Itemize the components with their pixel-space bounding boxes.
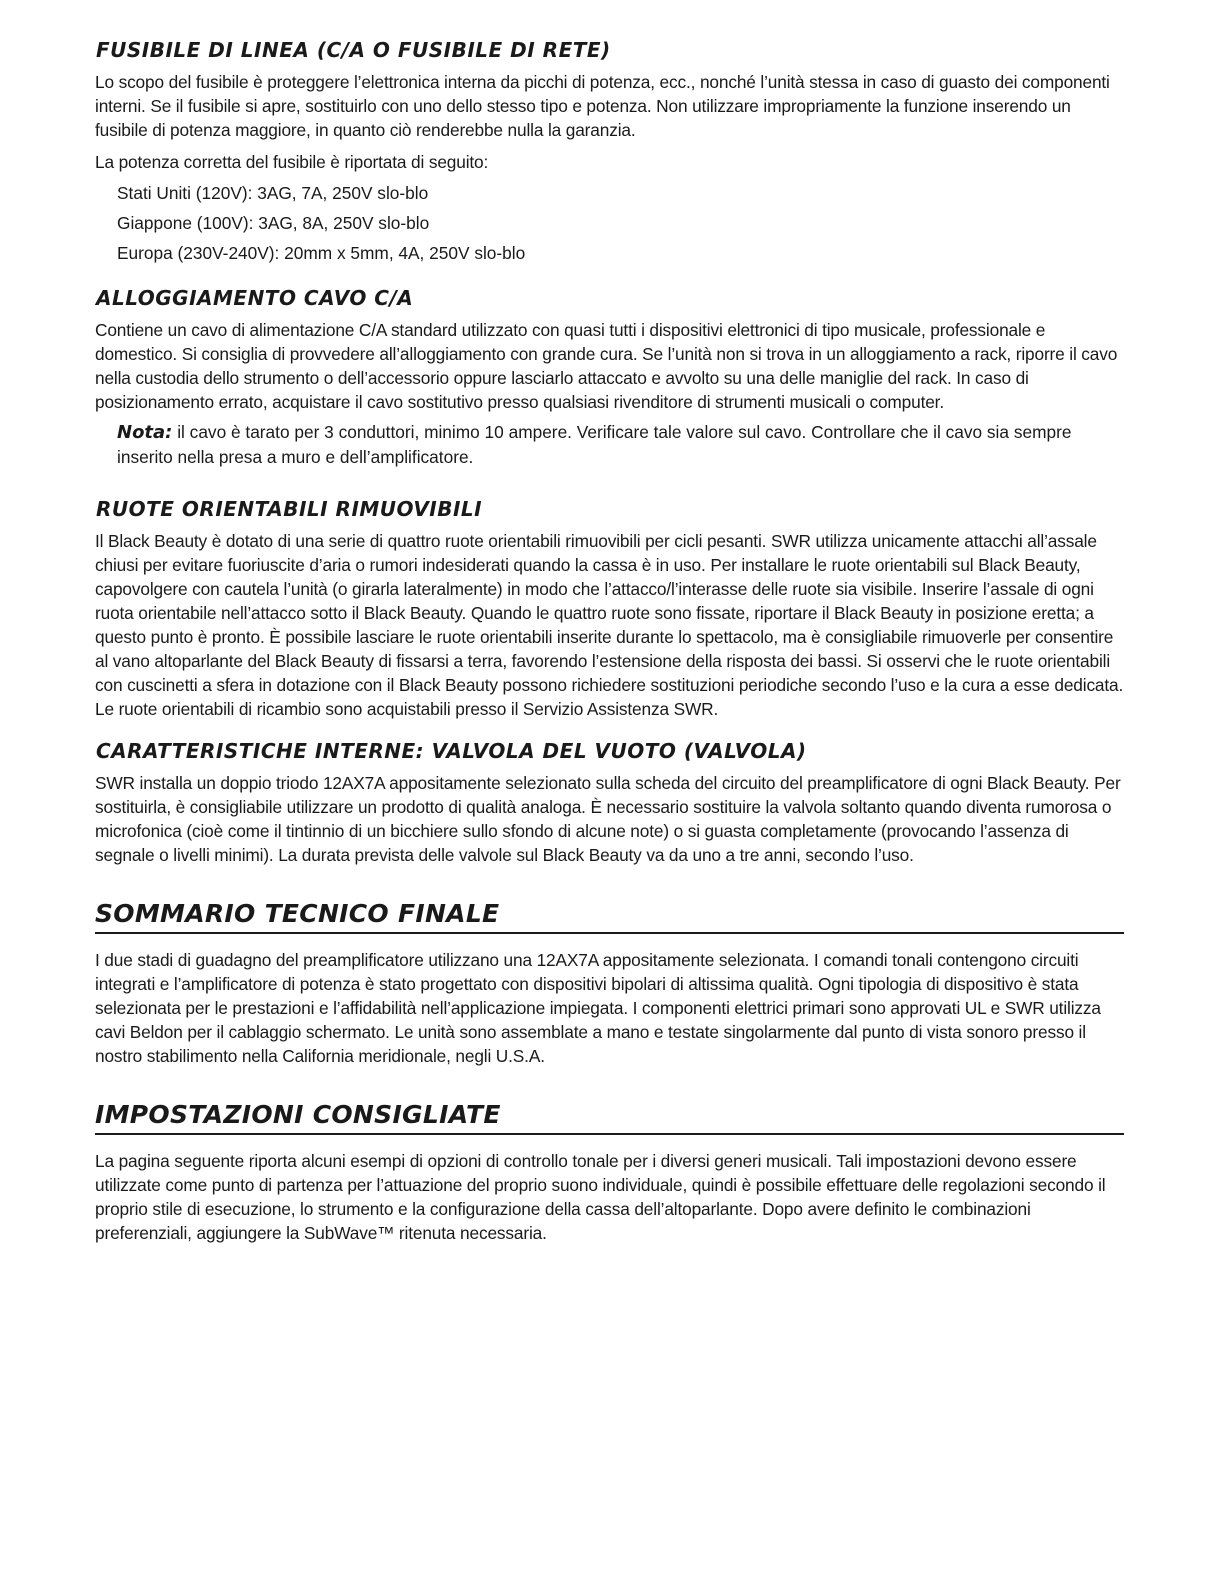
paragraph: Il Black Beauty è dotato di una serie di quattro ruote orientabili rimuovibili per cicli pesanti. SWR utilizza unicamente attacchi all’assale chiusi per evitare fuoriuscite d’aria o rumori indesiderati quando la cassa è in uso. Per installare le ruote orientabili sul Black Beauty, capovolgere con cautela l’unità (o girarla lateralmente) in modo che l’attacco/l’interasse delle ruote sia visibile. Inserire l’assale di ogni ruota orientabile nell’attacco sotto il Black Beauty. Quando le quattro ruote sono fissate, riportare il Black Beauty in posizione eretta; a questo punto è pronto. È possibile lasciare le ruote orientabili inserite durante lo spettacolo, ma è consigliabile rimuoverle per consentire al vano altoparlante del Black Beauty di fissarsi a terra, favorendo l’estensione della risposta dei bassi. Si osservi che le ruote orientabili con cuscinetti a sfera in dotazione con il Black Beauty possono richiedere sostituzioni periodiche secondo l’uso e la cura a esse dedicata. Le ruote orientabili di ricambio sono acquistabili presso il Servizio Assistenza SWR. <box>95 531 1124 719</box>
section-technical-summary <box>95 897 1124 1068</box>
section-title: IMPOSTAZIONI CONSIGLIATE <box>95 1098 1124 1135</box>
fuse-rating-list <box>117 178 1124 268</box>
note <box>117 420 1124 469</box>
section-casters <box>95 495 1124 721</box>
section-line-fuse <box>95 36 1124 268</box>
list-item: Stati Uniti (120V): 3AG, 7A, 250V slo-blo <box>117 183 429 203</box>
section-recommended-settings <box>95 1098 1124 1245</box>
section-title: ALLOGGIAMENTO CAVO C/A <box>96 286 414 310</box>
section-internal-features <box>95 737 1124 867</box>
list-item: Giappone (100V): 3AG, 8A, 250V slo-blo <box>117 213 430 233</box>
note-label: Nota: <box>117 422 173 443</box>
paragraph: La potenza corretta del fusibile è riportata di seguito: <box>95 152 489 172</box>
note-text: il cavo è tarato per 3 conduttori, minimo 10 ampere. Verificare tale valore sul cavo. Controllare che il cavo sia sempre inserito nella presa a muro e dell’amplificatore. <box>117 422 1072 467</box>
section-title: CARATTERISTICHE INTERNE: VALVOLA DEL VUOTO (VALVOLA) <box>96 739 807 763</box>
section-ac-cable <box>95 284 1124 469</box>
paragraph: La pagina seguente riporta alcuni esempi di opzioni di controllo tonale per i diversi generi musicali. Tali impostazioni devono essere utilizzate come punto di partenza per l’attuazione del proprio suono individuale, quindi è possibile effettuare delle regolazioni secondo il proprio stile di esecuzione, lo strumento e la configurazione della cassa dell’altoparlante. Dopo avere definito le combinazioni preferenziali, aggiungere la SubWave™ ritenuta necessaria. <box>95 1151 1106 1243</box>
paragraph: Contiene un cavo di alimentazione C/A standard utilizzato con quasi tutti i dispositivi elettronici di tipo musicale, professionale e domestico. Si consiglia di provvedere all’alloggiamento con grande cura. Se l’unità non si trova in un alloggiamento a rack, riporre il cavo nella custodia dello strumento o dell’accessorio oppure lasciarlo attaccato e avvolto su una delle maniglie del rack. In caso di posizionamento errato, acquistare il cavo sostitutivo presso qualsiasi rivenditore di strumenti musicali o computer. <box>95 320 1118 412</box>
list-item: Europa (230V-240V): 20mm x 5mm, 4A, 250V slo-blo <box>117 243 526 263</box>
paragraph: Lo scopo del fusibile è proteggere l’elettronica interna da picchi di potenza, ecc., nonché l’unità stessa in caso di guasto dei componenti interni. Se il fusibile si apre, sostituirlo con uno dello stesso tipo e potenza. Non utilizzare impropriamente la funzione inserendo un fusibile di potenza maggiore, in quanto ciò renderebbe nulla la garanzia. <box>95 72 1110 140</box>
paragraph: I due stadi di guadagno del preamplificatore utilizzano una 12AX7A appositamente selezionata. I comandi tonali contengono circuiti integrati e l’amplificatore di potenza è stato progettato con dispositivi bipolari di altissima qualità. Ogni tipologia di dispositivo è stata selezionata per le prestazioni e l’affidabilità nell’applicazione impiegata. I componenti elettrici primari sono approvati UL e SWR utilizza cavi Beldon per il cablaggio schermato. Le unità sono assemblate a mano e testate singolarmente dal punto di vista sonoro presso il nostro stabilimento nella California meridionale, negli U.S.A. <box>95 950 1101 1066</box>
section-title: FUSIBILE DI LINEA (C/A O FUSIBILE DI RETE) <box>96 38 611 62</box>
section-title: SOMMARIO TECNICO FINALE <box>95 897 1124 934</box>
paragraph: SWR installa un doppio triodo 12AX7A appositamente selezionato sulla scheda del circuito del preamplificatore di ogni Black Beauty. Per sostituirla, è consigliabile utilizzare un prodotto di qualità analoga. È necessario sostituire la valvola soltanto quando diventa rumorosa o microfonica (cioè come il tintinnio di un bicchiere sullo sfondo di alcune note) o si guasta completamente (provocando l’assenza di segnale o livelli minimi). La durata prevista delle valvole sul Black Beauty va da uno a tre anni, secondo l’uso. <box>95 773 1121 865</box>
section-title: RUOTE ORIENTABILI RIMUOVIBILI <box>96 497 483 521</box>
